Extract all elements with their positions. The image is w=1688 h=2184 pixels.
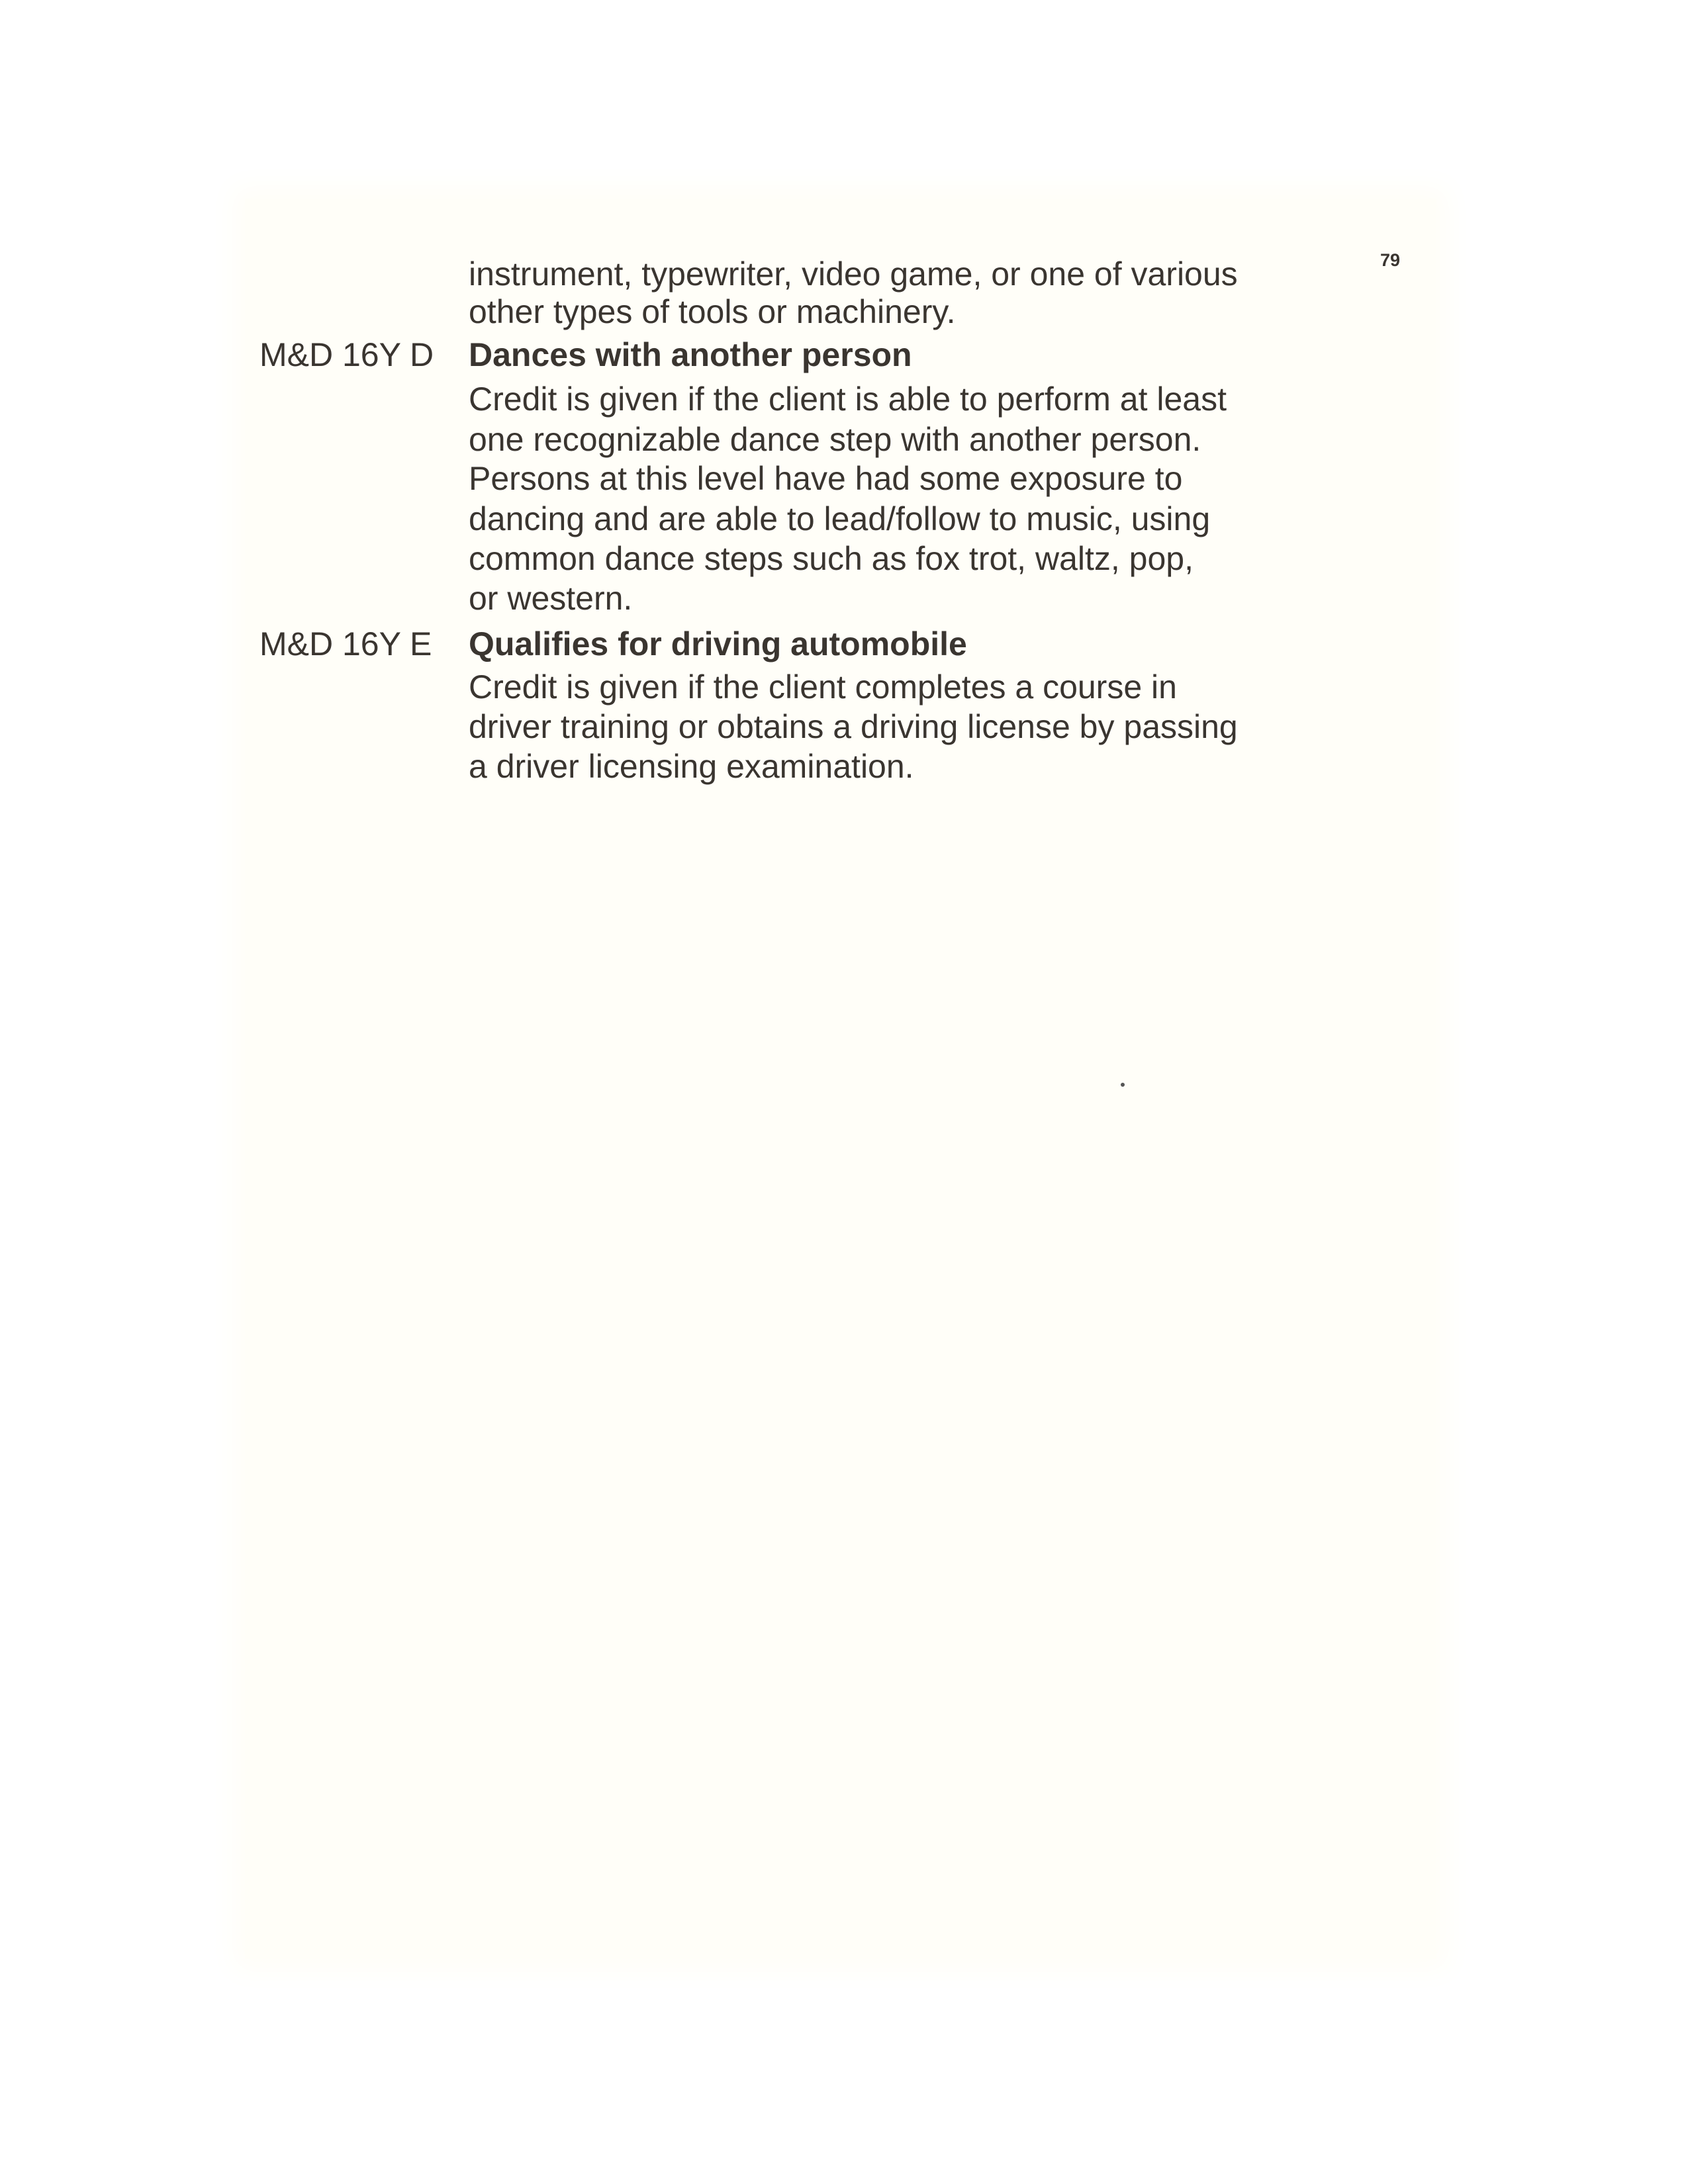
item-text-line: Persons at this level have had some exposure to (469, 460, 1183, 497)
scan-speck (1121, 1083, 1125, 1087)
item-text-line: Credit is given if the client completes a course in (469, 668, 1177, 705)
item-code: M&D 16Y E (259, 625, 432, 662)
item-text-line: driver training or obtains a driving license by passing (469, 708, 1238, 745)
item-text-line: dancing and are able to lead/follow to music, using (469, 500, 1211, 537)
item-text-line: common dance steps such as fox trot, waltz, pop, (469, 540, 1194, 577)
item-text-line: a driver licensing examination. (469, 748, 914, 785)
item-title: Dances with another person (469, 336, 912, 373)
item-title: Qualifies for driving automobile (469, 625, 967, 662)
page-number: 79 (1380, 250, 1401, 270)
intro-line: instrument, typewriter, video game, or one of various (469, 255, 1238, 293)
item-code: M&D 16Y D (259, 336, 434, 373)
item-text-line: one recognizable dance step with another person. (469, 421, 1201, 458)
item-text-line: or western. (469, 580, 633, 617)
intro-line: other types of tools or machinery. (469, 293, 956, 330)
item-text-line: Credit is given if the client is able to perform at least (469, 381, 1227, 418)
